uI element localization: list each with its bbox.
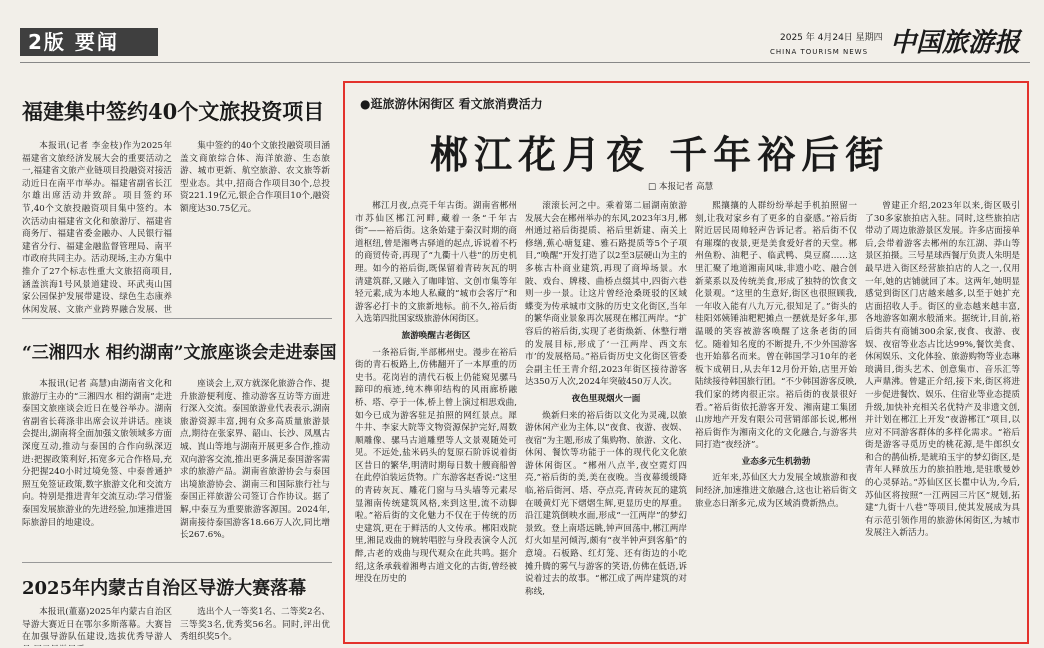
feature-byline: □ 本报记者 高慧 [648,182,714,192]
article-column [22,606,172,646]
feature-column [355,200,517,636]
issue-date: 2025 年 4月24日 星期四 [780,33,883,43]
feature-column [865,200,1020,636]
article-column [180,140,330,315]
feature-kicker: ●逛旅游休闲街区 看文旅消费活力 [360,97,543,111]
feature-column [525,200,687,636]
feature-subheading: 业态多元生机勃勃 [741,456,811,467]
article-paragraph: 焕新归来的裕后街以文化为灵魂,以旅游休闲产业为主体,以“夜食、夜游、夜娱、夜宿”为主题,形成了集购物、旅游、文化、休闲、餐饮等功能于一体的现代化文化旅游休闲街区。“郴州八点半,夜空霓灯四亮,”裕后街的美,美在夜晚。当夜幕缓缓降临,裕后街河、塔、亭点亮,青砖灰瓦的建筑在暖黄灯光下熠熠生辉,更显历史的厚重。沿江建筑倒映水面,形成“一江两岸”的梦幻景致。登上南塔远眺,钟声回荡中,郴江两岸灯火如星河倾泻,颇有“夜半钟声到客船”的意境。石板路、红灯笼、还有街边的小吃摊升腾的雾气与游客的笑语,仿佛在低语,诉说着过去的故事。“郴江成了两岸建筑的对称线, [525,410,687,597]
feature-title: 郴江花月夜 千年裕后街 [430,132,890,177]
feature-column [695,200,857,636]
article-paragraph: 近年来,苏仙区大力发展全域旅游和夜间经济,加速推进文旅融合,这也让裕后街文旅业态日渐多元,成为区域消费新热点。 [695,473,857,509]
article-column [22,378,172,558]
article-paragraph: 曾建正介绍,2023年以来,街区吸引了30多家旅拍店入驻。同时,这些旅拍店带动了周边旅游景区发展。许多店面接单后,会带着游客去郴州的东江湖、莽山等景区拍摄。三号星球西餐厅负责人朱明是最早进入街区经营旅拍店的人之一,仅用一年,她的店铺就回了本。这两年,她明显感觉到街区门店越来越多,以至于她扩充店面招收人手。街区的业态越来越丰富,各地游客如潮水般涌来。据统计,目前,裕后街共有商铺300余家,夜食、夜游、夜娱、夜宿等业态占比达99%,餐饮美食、休闲娱乐、文化体验、旅游购物等业态琳琅满目,街头艺术、创意集市、音乐汇等人声鼎沸。曾建正介绍,接下来,街区将进一步促进餐饮、娱乐、住宿业等业态提质升级,加快补充相关名优特产及非遗文创,并计划在郴江上开发“夜游郴江”项目,以应对不同游客群体的多样化需求。“裕后街是游客寻觅历史的桃花源,是牛郎织女和合的鹊仙桥,是琥珀玉宇的梦幻街区,是青年人释放压力的旅拍胜地,是驻歌曼妙的心灵驿站。”苏仙区区长瞿中认为,今后,苏仙区将按照“一江两园三片区”规划,拓建“九街十八巷”等项目,使其发展成为具有示范引领作用的旅游休闲街区,为城市发展注入新活力。 [865,201,1020,539]
divider [22,318,332,319]
feature-subheading: 夜色里现烟火一面 [571,393,641,404]
newspaper-logo: 中国旅游报 [890,28,1021,58]
article-column [180,606,330,646]
article-paragraph: 本报讯(记者 高慧)由湖南省文化和旅游厅主办的“三湘四水 相约湖南”走进泰国文旅座谈会近日在曼谷举办。湖南省副省长蒋涤非出席会议并讲话。座谈会提出,湖南将全面加强文旅领域多方面深度互动,推动与泰国的合作向纵深迈进:把握政策利好,拓宽多元合作格局,充分把握240小时过境免签、中泰普通护照互免签证政策,数字旅游文化和交流方向。特别是推进青年交流互动:学习借鉴泰国发展旅游业的先进经验,加速推进国际旅游目的地建设。 [22,379,172,528]
article-column [180,378,330,558]
article-paragraph: 选出个人一等奖1名、二等奖2名、三等奖3名,优秀奖56名。同时,评出优秀组织奖5个。 [180,607,330,643]
divider [22,562,332,563]
header-rule [20,62,1030,63]
article-column [22,140,172,315]
article-headline: “三湘四水 相约湖南”文旅座谈会走进泰国 [22,343,337,363]
article-paragraph: 本报讯(记者 李金枝)作为2025年福建省文旅经济发展大会的重要活动之一,福建省文旅产业链项目投融资对接活动近日在南平市举办。福建省副省长江尔雄出席活动并致辞。项目签约环节,40个文旅投融资项目集中签约。本次活动由福建省文化和旅游厅、福建省商务厅、福建省委金融办、人民银行福建省分行、福建金融监督管理局、南平市政府共同主办。活动现场,主办方集中推介了27个标志性重大文旅招商项目,涵盖滨海1号风景道建设、环武夷山国家公园保护发展带建设、绿色生态康养休闲发展、文旅产业跨界融合发展、世 [22,141,172,315]
article-paragraph: 郴江月夜,点亮千年古街。湖南省郴州市苏仙区郴江河畔,藏着一条“千年古街”——裕后街。这条始建于秦汉时期的商道枢纽,曾是湘粤古驿道的起点,诉说着不朽的商贸传奇,再现了“九衢十八巷”的历史机理。如今的裕后街,既保留着青砖灰瓦的明清建筑群,又融入了咖啡馆、文创市集等年轻元素,成为本地人私藏的“城市会客厅”和游客必打卡的文旅新地标。前不久,裕后街入选第四批国家级旅游休闲街区。 [355,201,517,325]
article-paragraph: 本报讯(董嘉)2025年内蒙古自治区导游大赛近日在鄂尔多斯落幕。大赛旨在加强导游队伍建设,选拔优秀导游人 [22,607,172,643]
article-paragraph: 熙攘攘的人群纷纷举起手机拍照留一刻,让我对家乡有了更多的自豪感。”裕后街附近居民周帅轻声告诉记者。裕后街不仅有璀璨的夜景,更是美食爱好者的天堂。郴州鱼粉、油粑子、临武鸭、臭豆腐……这里汇聚了地道湘南风味,非遗小吃、融合创新菜系以及传统美食,形成了独特的饮食文化景观。“这里的生意好,街区也很照顾我,一年收入能有八九万元,很知足了。”街头的桂阳郊姨锤油粑粑摊点一摆就是好多年,那温暖的笑容被游客唤醒了这条老街的回忆。随着知名度的不断提升,不少外国游客也开始慕名而来。曾在韩国学习10年的老板卞成朝日,从去年12月份开始,店里开始陆续接待韩国旅行团。“不少韩国游客反映,我们家的烤肉很正宗。裕后街的夜景很好看。”裕后街依托游客开发、湘南建工集团山房地产开发有限公司营销部部长说,郴州裕后街作为湘南文化的文化融合,与游客共同打造“夜经济”。 [695,201,857,451]
article-paragraph: 座谈会上,双方就深化旅游合作、提升旅游便利度、推动游客互访等方面进行深入交流。泰国旅游业代表表示,湖南旅游资源丰富,拥有众多高质量旅游景点,期待在张家界、韶山、长沙、凤凰古城、崀山等地与湖南开展更多合作,推动双向游客交流,推出更多满足泰国游客需求的旅游产品。湖南省旅游协会与泰国出境旅游协会、湖南三和国际旅行社与泰国正祥旅游公司签订合作协议。据了解,中泰互为重要旅游客源国。2024年,湖南接待泰国游客18.66万人次,同比增长267.6%。 [180,379,330,541]
feature-subheading: 旅游唤醒古老街区 [401,330,471,341]
article-paragraph: 集中签约的40个文旅投融资项目涵盖文商旅综合体、海洋旅游、生态旅游、城市更新、航空旅游、农文旅等新型业态。其中,招商合作项目30个,总投资221.19亿元,银企合作项目10个,融资额度达30.75亿元。 [180,141,330,214]
article-headline: 福建集中签约40个文旅投资项目 [22,99,325,124]
masthead-english: CHINA TOURISM NEWS [770,48,869,56]
article-headline: 2025年内蒙古自治区导游大赛落幕 [22,578,307,599]
article-paragraph: 一条裕后街,半部郴州史。漫步在裕后街的青石板路上,仿佛翻开了一本厚重的历史书。花岗岩的清代石板上仍能窥见骡马蹄印的痕迹,纯木榫卯结构的风雨廊桥融桥、塔、亭于一体,桥上曾上演过相思戏曲,如今已成为游客驻足拍照的网红景点。犀牛井、李家大院等文物资源保护完好,周数顺雕像、骡马古道雕塑等人文景观随处可见。不远处,盐米码头的复原石阶诉说着街区昔日的繁华,明清时期每日数十艘商船曾在此停泊装运货物。广东游客赵香说:“这里的青砖灰瓦、雕花门窗与马头墙等元素尽显湘南传统建筑风格,来到这里,流不动脚啦。”裕后街的文化魅力不仅在于传统的历史建筑,更在于鲜活的人文传承。郴阳戏院里,湘昆戏曲的婉转唱腔与身段表演令人沉醉,古老的戏曲与现代观众在此共鸣。据介绍,这条承载着湘粤古道文化的古街,曾经被埋没在历史的 [355,347,517,585]
article-paragraph: 滚滚长河之中。乘着第二届湖南旅游发展大会在郴州举办的东风,2023年3月,郴州通过裕后街提质、裕后里新建、南关上修缮,蕉心塘复建、雅石路提质等5个子项目,“唤醒”开发打造了以2至3层硬山为主的多栋古朴商业建筑,再现了商埠场景。水陂、戏台、牌楼、曲桥点缀其中,四街六巷则一步一景。让这片曾经沧桑斑驳的区域蝶变为传承城市文脉的历史文化街区,当年的繁华商业景象再次展现在郴江两岸。“扩容后的裕后街,实现了老街焕新、休整行增的发展目标,形成了‘一江两岸、西文东市’的发展格局。”裕后街历史文化街区管委会副主任王青介绍,2023年街区接待游客达350万人次,2024年突破450万人次。 [525,201,687,388]
section-label: 2版 要闻 [20,28,158,56]
